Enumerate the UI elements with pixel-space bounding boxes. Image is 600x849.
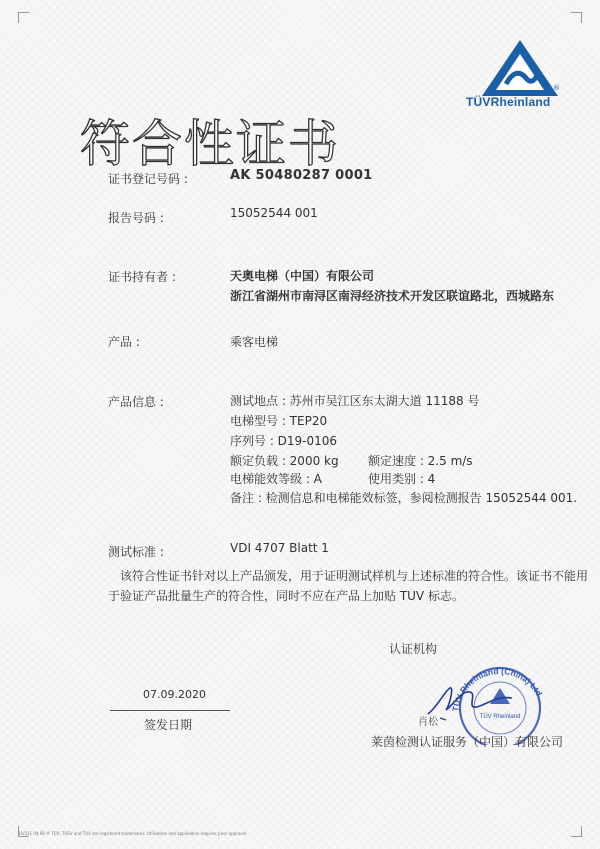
statement-line: 于验证产品批量生产的符合性，同时不应在产品上加贴 TUV 标志。	[108, 589, 464, 603]
corner-mark	[571, 826, 582, 837]
holder-address: 浙江省湖州市南浔区南浔经济技术开发区联谊路北，西城路东	[230, 289, 555, 303]
seal-inner-text: TÜV Rheinland	[479, 714, 521, 720]
cert-no-label: 证书登记号码 :	[108, 172, 188, 186]
standard-label: 测试标准 :	[108, 545, 164, 559]
statement-line: 该符合性证书针对以上产品颁发，用于证明测试样机与上述标准的符合性。该证书不能用	[120, 569, 589, 583]
standard-value: VDI 4707 Blatt 1	[230, 541, 329, 555]
test-location: 测试地点 : 苏州市吴江区东太湖大道 11188 号	[230, 394, 480, 408]
product-label: 产品 :	[108, 335, 140, 349]
cert-no-value: AK 50480287 0001	[230, 168, 373, 183]
issue-date-label: 签发日期	[144, 718, 193, 732]
holder-name: 天奥电梯（中国）有限公司	[230, 269, 375, 283]
signature-prefix: 肖松	[418, 717, 438, 728]
serial-number: 序列号 : D19-0106	[230, 434, 338, 448]
seal-ring-text: TÜV Rheinland (China) Ltd.	[450, 665, 546, 713]
date-line	[110, 710, 230, 711]
efficiency-class: 电梯能效等级 : A	[230, 472, 322, 486]
product-value: 乘客电梯	[230, 335, 279, 349]
rated-load: 额定负载 : 2000 kg	[230, 454, 339, 468]
certificate-title: 符合性证书	[80, 115, 340, 173]
brand-name: TÜVRheinland	[466, 95, 551, 109]
report-no-value: 15052544 001	[230, 206, 318, 220]
registered-mark: ®	[553, 84, 560, 92]
issue-date: 07.09.2020	[143, 688, 206, 701]
authority-label: 认证机构	[389, 642, 438, 656]
conformity-statement	[108, 566, 589, 606]
footer-note: 10/221 04.08 ® TÜV, TUEV and TUV are registered trademarks. Utilisation and application requires prior approval.	[18, 831, 248, 836]
product-info-label: 产品信息 :	[108, 395, 164, 409]
remark: 备注 : 检测信息和电梯能效标签，参阅检测报告 15052544 001.	[230, 491, 578, 505]
authority-name: 莱茵检测认证服务（中国）有限公司	[371, 735, 564, 749]
usage-category: 使用类别 : 4	[368, 472, 436, 486]
report-no-label: 报告号码 :	[108, 211, 164, 225]
elevator-model: 电梯型号 : TEP20	[230, 414, 328, 428]
rated-speed: 额定速度 : 2.5 m/s	[368, 454, 473, 468]
holder-label: 证书持有者 :	[108, 270, 176, 284]
corner-mark	[18, 12, 29, 23]
corner-mark	[571, 12, 582, 23]
